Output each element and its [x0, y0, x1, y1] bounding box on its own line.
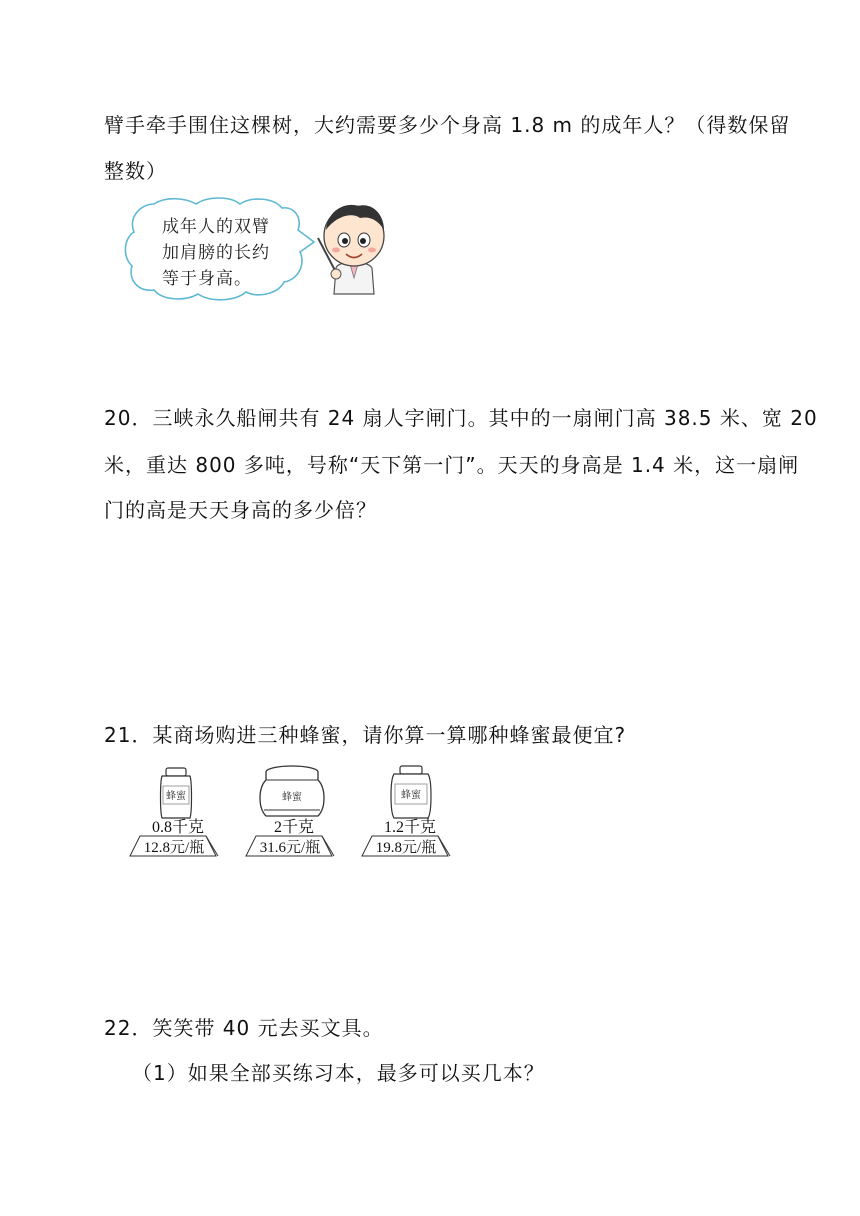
jar-2-weight: 2千克 [273, 819, 315, 836]
q19-line-1: 臂手牵手围住这棵树，大约需要多少个身高 1.8 m 的成年人？（得数保留 [104, 113, 791, 137]
hint-line-2: 加肩膀的长约 [162, 243, 270, 263]
hint-line-3: 等于身高。 [162, 269, 252, 289]
q20-line-3: 门的高是天天身高的多少倍？ [104, 498, 377, 522]
honey-jar-2 [260, 766, 324, 816]
q22-line-1: 22．笑笑带 40 元去买文具。 [104, 1016, 384, 1040]
jar-3-label: 蜂蜜 [401, 790, 421, 801]
jar-3-weight: 1.2千克 [383, 819, 437, 836]
jar-1-price: 12.8元/瓶 [143, 840, 205, 856]
q20-line-2: 米，重达 800 多吨，号称“天下第一门”。天天的身高是 1.4 米，这一扇闸 [104, 453, 800, 477]
q19-line-2: 整数） [104, 159, 167, 183]
jar-3-price: 19.8元/瓶 [375, 840, 437, 856]
honey-jars-figure [126, 760, 456, 870]
jar-2-label: 蜂蜜 [282, 792, 302, 803]
q21-line-1: 21．某商场购进三种蜂蜜，请你算一算哪种蜂蜜最便宜? [104, 723, 627, 747]
q20-line-1: 20．三峡永久船闸共有 24 扇人字闸门。其中的一扇闸门高 38.5 米、宽 20 [104, 406, 818, 430]
cartoon-teacher-icon [312, 198, 392, 298]
hint-line-1: 成年人的双臂 [162, 217, 270, 237]
jar-2-price: 31.6元/瓶 [259, 840, 321, 856]
honey-jar-3 [391, 766, 431, 818]
jar-1-label: 蜂蜜 [166, 791, 186, 802]
q22-sub-1: （1）如果全部买练习本，最多可以买几本？ [132, 1061, 545, 1085]
honey-jar-1 [161, 768, 192, 818]
jar-1-weight: 0.8千克 [151, 819, 205, 836]
